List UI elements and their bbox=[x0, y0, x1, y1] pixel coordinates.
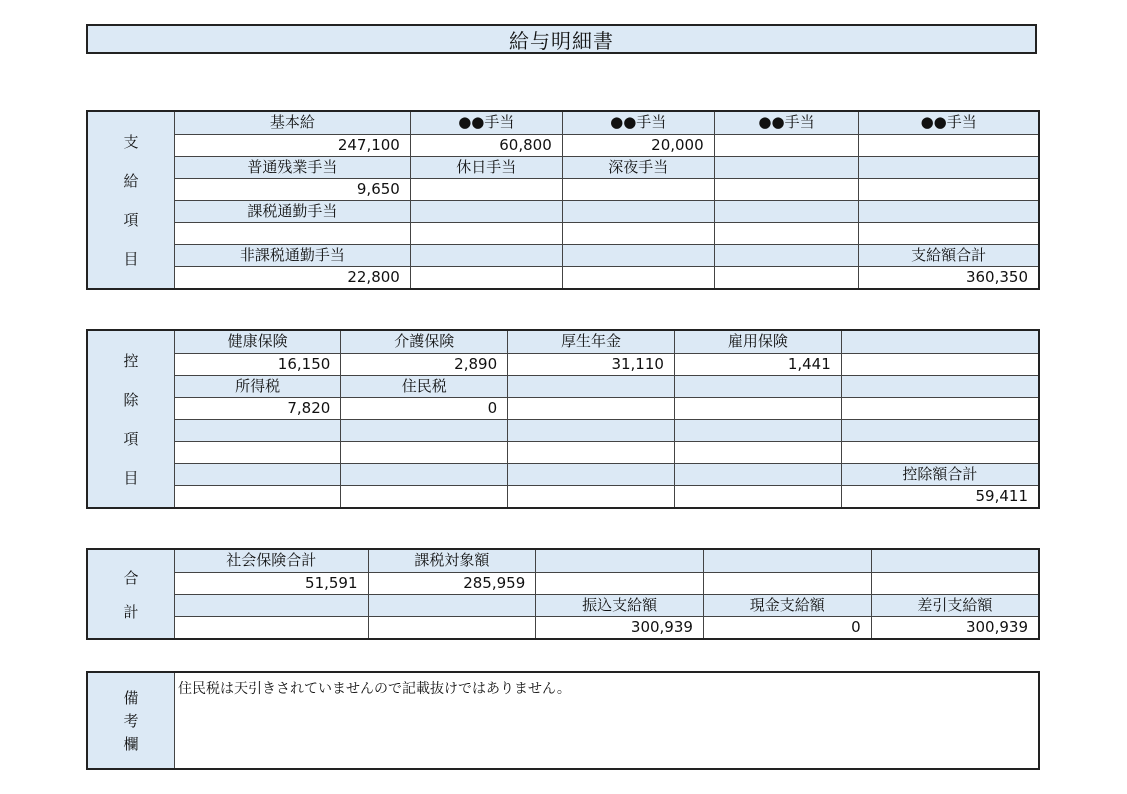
section-label-char: 合 bbox=[123, 568, 139, 587]
item-label-cell: 介護保険 bbox=[341, 331, 508, 353]
deductions-section-label bbox=[88, 331, 175, 507]
item-label-cell: 普通残業手当 bbox=[175, 156, 410, 178]
item-label-cell bbox=[175, 463, 341, 485]
item-label-cell bbox=[859, 200, 1038, 222]
totals-table bbox=[175, 550, 1038, 638]
amount-cell bbox=[536, 572, 704, 594]
amount-cell bbox=[859, 134, 1038, 156]
totals-section-label bbox=[88, 550, 175, 638]
item-label-cell bbox=[841, 331, 1038, 353]
amount-cell bbox=[508, 397, 675, 419]
amount-cell bbox=[674, 485, 841, 507]
amount-cell bbox=[841, 353, 1038, 375]
item-label-cell bbox=[562, 200, 714, 222]
header-row bbox=[175, 331, 1038, 353]
amount-cell bbox=[871, 572, 1038, 594]
deductions-section bbox=[86, 329, 1040, 509]
item-label-cell bbox=[714, 200, 859, 222]
payments-table bbox=[175, 112, 1038, 288]
item-label-cell: 厚生年金 bbox=[508, 331, 675, 353]
amount-cell bbox=[410, 178, 562, 200]
payments-section-label bbox=[88, 112, 175, 288]
item-label-cell bbox=[674, 463, 841, 485]
amount-cell: 7,820 bbox=[175, 397, 341, 419]
amount-cell: 1,441 bbox=[674, 353, 841, 375]
item-label-cell bbox=[175, 419, 341, 441]
item-label-cell bbox=[674, 419, 841, 441]
value-row bbox=[175, 485, 1038, 507]
section-label-char: 欄 bbox=[123, 735, 139, 753]
amount-cell bbox=[508, 485, 675, 507]
amount-cell: 51,591 bbox=[175, 572, 368, 594]
item-label-cell: 非課税通勤手当 bbox=[175, 244, 410, 266]
item-label-cell: 振込支給額 bbox=[536, 594, 704, 616]
item-label-cell: 支給額合計 bbox=[859, 244, 1038, 266]
amount-cell bbox=[674, 441, 841, 463]
section-label-char: 項 bbox=[123, 430, 139, 448]
amount-cell bbox=[368, 616, 536, 638]
section-label-char: 目 bbox=[123, 469, 139, 487]
item-label-cell: ●●手当 bbox=[410, 112, 562, 134]
header-row bbox=[175, 156, 1038, 178]
item-label-cell: 控除額合計 bbox=[841, 463, 1038, 485]
item-label-cell bbox=[703, 550, 871, 572]
amount-cell: 247,100 bbox=[175, 134, 410, 156]
item-label-cell: ●●手当 bbox=[714, 112, 859, 134]
amount-cell bbox=[562, 222, 714, 244]
section-label-char: 計 bbox=[123, 602, 139, 621]
remarks-section bbox=[86, 671, 1040, 770]
value-row bbox=[175, 397, 1038, 419]
amount-cell bbox=[175, 441, 341, 463]
section-label-char: 考 bbox=[123, 712, 139, 730]
header-row bbox=[175, 550, 1038, 572]
amount-cell bbox=[175, 222, 410, 244]
value-row bbox=[175, 616, 1038, 638]
header-row bbox=[175, 594, 1038, 616]
value-row bbox=[175, 353, 1038, 375]
item-label-cell bbox=[508, 419, 675, 441]
amount-cell: 285,959 bbox=[368, 572, 536, 594]
amount-cell bbox=[508, 441, 675, 463]
section-label-char: 除 bbox=[123, 391, 139, 409]
item-label-cell: ●●手当 bbox=[859, 112, 1038, 134]
section-label-char: 支 bbox=[123, 133, 139, 151]
amount-cell bbox=[562, 266, 714, 288]
item-label-cell bbox=[410, 200, 562, 222]
header-row bbox=[175, 375, 1038, 397]
value-row bbox=[175, 178, 1038, 200]
amount-cell bbox=[562, 178, 714, 200]
amount-cell bbox=[175, 485, 341, 507]
amount-cell bbox=[410, 222, 562, 244]
amount-cell: 360,350 bbox=[859, 266, 1038, 288]
item-label-cell: ●●手当 bbox=[562, 112, 714, 134]
item-label-cell bbox=[341, 419, 508, 441]
amount-cell: 300,939 bbox=[871, 616, 1038, 638]
page-title: 給与明細書 bbox=[86, 24, 1037, 54]
amount-cell: 20,000 bbox=[562, 134, 714, 156]
amount-cell bbox=[674, 397, 841, 419]
amount-cell bbox=[714, 178, 859, 200]
item-label-cell: 雇用保険 bbox=[674, 331, 841, 353]
value-row bbox=[175, 572, 1038, 594]
section-label-char: 控 bbox=[123, 352, 139, 370]
item-label-cell bbox=[410, 244, 562, 266]
value-row bbox=[175, 222, 1038, 244]
item-label-cell: 所得税 bbox=[175, 375, 341, 397]
amount-cell bbox=[341, 485, 508, 507]
amount-cell: 31,110 bbox=[508, 353, 675, 375]
remarks-section-label bbox=[88, 673, 175, 768]
remarks-text: 住民税は天引きされていませんので記載抜けではありません。 bbox=[175, 673, 1038, 768]
item-label-cell: 住民税 bbox=[341, 375, 508, 397]
item-label-cell bbox=[341, 463, 508, 485]
amount-cell: 60,800 bbox=[410, 134, 562, 156]
item-label-cell bbox=[714, 156, 859, 178]
amount-cell bbox=[410, 266, 562, 288]
section-label-char: 備 bbox=[123, 689, 139, 707]
amount-cell: 2,890 bbox=[341, 353, 508, 375]
totals-section bbox=[86, 548, 1040, 640]
item-label-cell bbox=[871, 550, 1038, 572]
amount-cell: 16,150 bbox=[175, 353, 341, 375]
item-label-cell bbox=[175, 594, 368, 616]
item-label-cell bbox=[859, 156, 1038, 178]
item-label-cell bbox=[841, 419, 1038, 441]
item-label-cell bbox=[674, 375, 841, 397]
item-label-cell bbox=[368, 594, 536, 616]
amount-cell bbox=[841, 397, 1038, 419]
deductions-table bbox=[175, 331, 1038, 507]
value-row bbox=[175, 441, 1038, 463]
section-label-char: 目 bbox=[123, 250, 139, 268]
item-label-cell: 健康保険 bbox=[175, 331, 341, 353]
item-label-cell: 基本給 bbox=[175, 112, 410, 134]
item-label-cell bbox=[562, 244, 714, 266]
item-label-cell bbox=[508, 375, 675, 397]
section-label-char: 項 bbox=[123, 211, 139, 229]
item-label-cell bbox=[508, 463, 675, 485]
item-label-cell: 差引支給額 bbox=[871, 594, 1038, 616]
item-label-cell: 社会保険合計 bbox=[175, 550, 368, 572]
header-row bbox=[175, 200, 1038, 222]
item-label-cell: 課税通勤手当 bbox=[175, 200, 410, 222]
amount-cell bbox=[714, 222, 859, 244]
amount-cell bbox=[714, 134, 859, 156]
amount-cell: 9,650 bbox=[175, 178, 410, 200]
amount-cell: 59,411 bbox=[841, 485, 1038, 507]
amount-cell bbox=[341, 441, 508, 463]
amount-cell bbox=[859, 222, 1038, 244]
amount-cell: 300,939 bbox=[536, 616, 704, 638]
item-label-cell bbox=[536, 550, 704, 572]
item-label-cell: 休日手当 bbox=[410, 156, 562, 178]
amount-cell bbox=[714, 266, 859, 288]
header-row bbox=[175, 112, 1038, 134]
value-row bbox=[175, 134, 1038, 156]
header-row bbox=[175, 244, 1038, 266]
header-row bbox=[175, 419, 1038, 441]
amount-cell: 0 bbox=[341, 397, 508, 419]
value-row bbox=[175, 266, 1038, 288]
amount-cell: 0 bbox=[703, 616, 871, 638]
section-label-char: 給 bbox=[123, 172, 139, 190]
item-label-cell: 現金支給額 bbox=[703, 594, 871, 616]
item-label-cell: 課税対象額 bbox=[368, 550, 536, 572]
item-label-cell bbox=[714, 244, 859, 266]
amount-cell: 22,800 bbox=[175, 266, 410, 288]
amount-cell bbox=[841, 441, 1038, 463]
payments-section bbox=[86, 110, 1040, 290]
amount-cell bbox=[175, 616, 368, 638]
item-label-cell: 深夜手当 bbox=[562, 156, 714, 178]
header-row bbox=[175, 463, 1038, 485]
amount-cell bbox=[859, 178, 1038, 200]
amount-cell bbox=[703, 572, 871, 594]
item-label-cell bbox=[841, 375, 1038, 397]
